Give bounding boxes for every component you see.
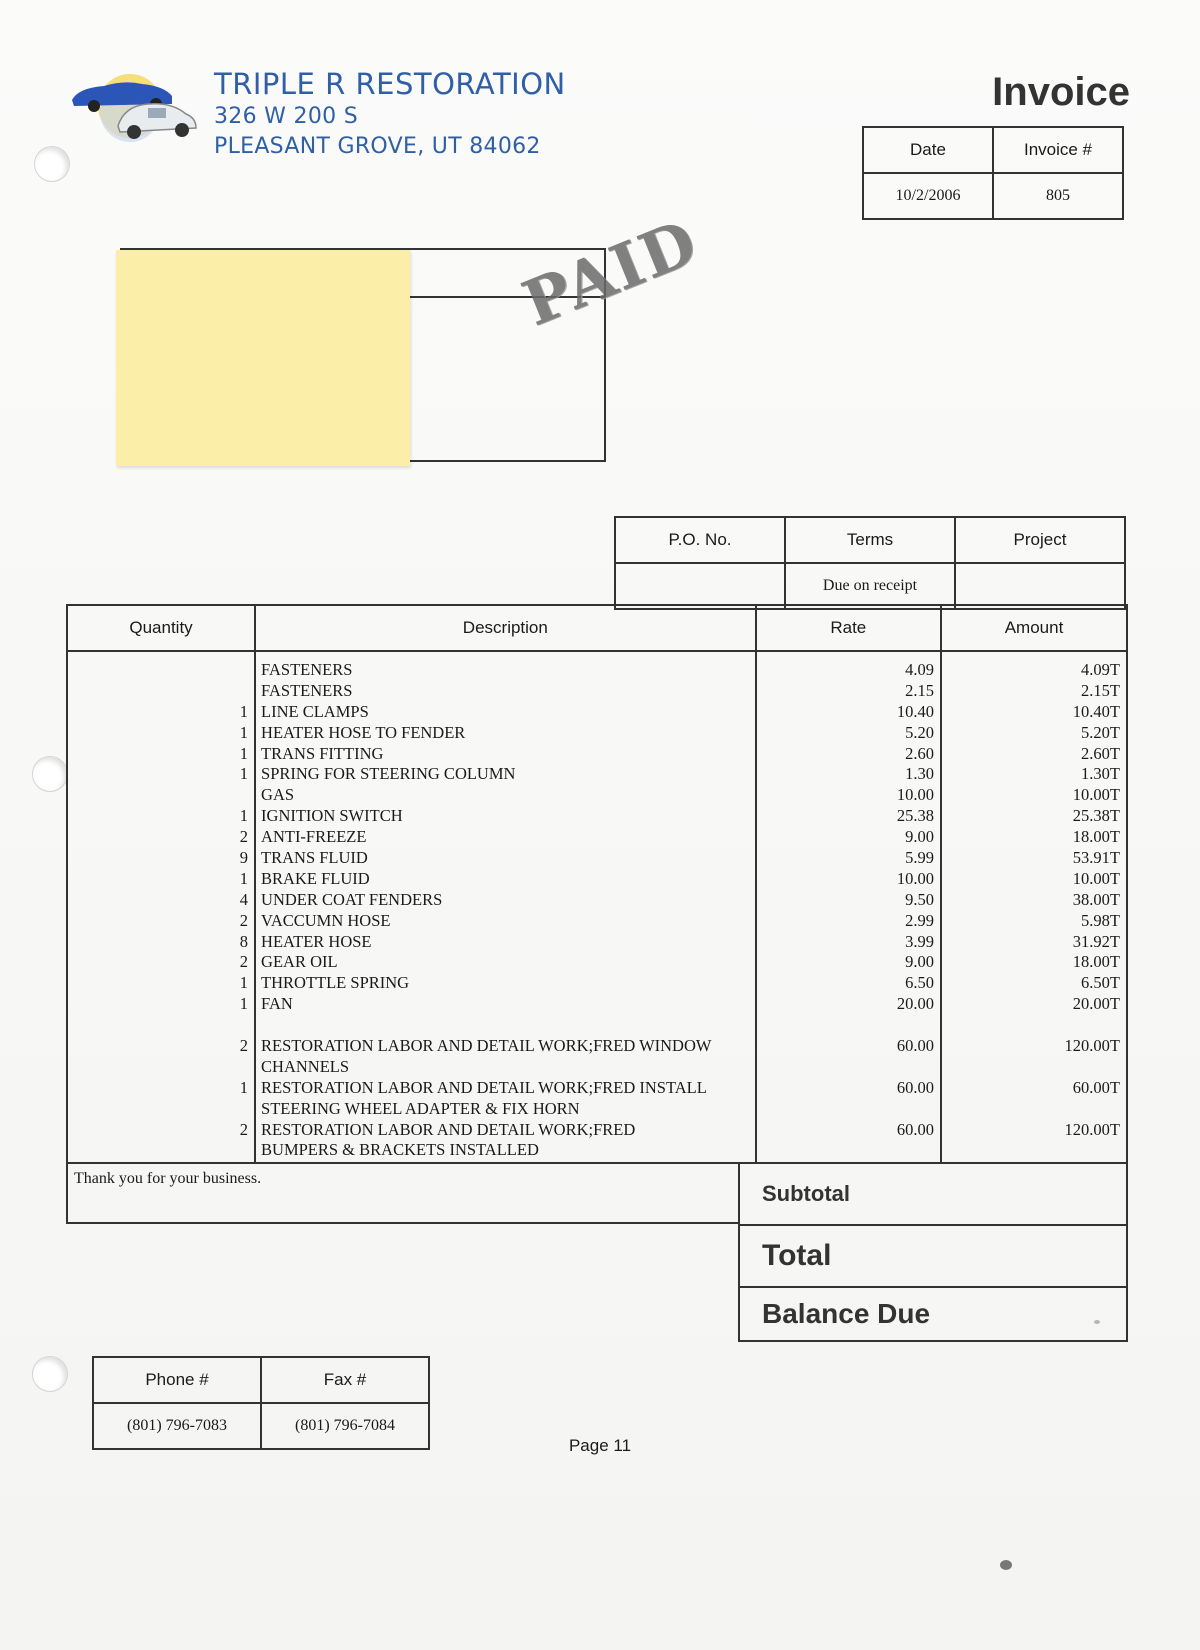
line-item-rate: 10.00 — [896, 785, 934, 805]
quantity-header: Quantity — [67, 605, 255, 651]
line-item-amount: 2.60T — [1081, 743, 1120, 763]
labor-item-description: RESTORATION LABOR AND DETAIL WORK;FRED INSTALL — [261, 1077, 707, 1097]
labor-item-rate: 60.00 — [896, 1077, 934, 1097]
line-item-qty: 1 — [239, 701, 249, 721]
line-item-rate: 20.00 — [896, 994, 934, 1014]
line-item-qty: 9 — [239, 848, 249, 868]
line-item-amount: 6.50T — [1081, 973, 1120, 993]
line-item-description: GAS — [261, 785, 295, 805]
spacer-row — [942, 1057, 1126, 1078]
labor-item-qty: 2 — [239, 1119, 249, 1139]
labor-item-qty: 2 — [239, 1036, 249, 1056]
line-item-description: IGNITION SWITCH — [261, 806, 403, 826]
subtotal-label: Subtotal — [739, 1163, 1127, 1225]
line-item-amount: 53.91T — [1072, 848, 1120, 868]
line-item-rate: 3.99 — [905, 931, 934, 951]
spacer-row — [757, 1015, 940, 1036]
line-item-qty: 1 — [239, 994, 249, 1014]
po-number-value — [615, 563, 785, 609]
line-item-amount: 5.20T — [1081, 722, 1120, 742]
labor-item-amount: 120.00T — [1064, 1036, 1120, 1056]
line-item-rate: 10.00 — [896, 868, 934, 888]
thank-you-note: Thank you for your business. — [66, 1162, 740, 1224]
quantity-column — [67, 651, 255, 1163]
rate-column — [756, 651, 941, 1163]
scan-speck — [1094, 1320, 1100, 1324]
project-header: Project — [955, 517, 1125, 563]
line-item-description: HEATER HOSE — [261, 931, 372, 951]
line-item-qty — [68, 785, 254, 806]
line-item-qty: 8 — [239, 931, 249, 951]
labor-item-amount: 60.00T — [1072, 1077, 1120, 1097]
line-item-qty — [68, 681, 254, 702]
line-item-qty: 1 — [239, 764, 249, 784]
terms-header: Terms — [785, 517, 955, 563]
labor-item-qty: 1 — [239, 1077, 249, 1097]
punch-hole — [32, 756, 68, 792]
line-item-qty: 2 — [239, 827, 249, 847]
company-address-line1: 326 W 200 S — [214, 104, 358, 129]
po-terms-table — [614, 516, 1126, 610]
line-item-rate: 9.00 — [905, 952, 934, 972]
phone-header: Phone # — [93, 1357, 261, 1403]
line-item-description: TRANS FLUID — [261, 848, 368, 868]
line-item-qty: 4 — [239, 889, 249, 909]
labor-item-description-cont: STEERING WHEEL ADAPTER & FIX HORN — [261, 1098, 580, 1118]
line-item-amount: 10.00T — [1072, 868, 1120, 888]
line-item-amount: 18.00T — [1072, 827, 1120, 847]
line-item-amount: 5.98T — [1081, 910, 1120, 930]
line-item-rate: 25.38 — [896, 806, 934, 826]
paid-stamp: PAID — [512, 204, 709, 341]
invoice-number: 805 — [993, 173, 1123, 219]
line-item-qty: 1 — [239, 806, 249, 826]
line-item-amount: 10.00T — [1072, 785, 1120, 805]
line-item-description: HEATER HOSE TO FENDER — [261, 722, 466, 742]
line-item-amount: 18.00T — [1072, 952, 1120, 972]
labor-item-rate: 60.00 — [896, 1119, 934, 1139]
line-item-rate: 5.20 — [905, 722, 934, 742]
line-item-description: SPRING FOR STEERING COLUMN — [261, 764, 516, 784]
punch-hole — [34, 146, 70, 182]
fax-header: Fax # — [261, 1357, 429, 1403]
phone-number: (801) 796-7083 — [93, 1403, 261, 1449]
fax-number: (801) 796-7084 — [261, 1403, 429, 1449]
company-address-line2: PLEASANT GROVE, UT 84062 — [214, 134, 541, 159]
line-item-rate: 5.99 — [905, 848, 934, 868]
balance-due-label: Balance Due — [739, 1287, 1127, 1341]
spacer-row — [942, 1140, 1126, 1161]
spacer-row — [942, 1015, 1126, 1036]
spacer-row — [68, 1140, 254, 1161]
line-item-qty: 2 — [239, 910, 249, 930]
line-item-qty: 1 — [239, 743, 249, 763]
line-item-qty: 1 — [239, 722, 249, 742]
contact-table — [92, 1356, 430, 1450]
labor-item-description: RESTORATION LABOR AND DETAIL WORK;FRED — [261, 1119, 636, 1139]
line-item-description: FAN — [261, 994, 293, 1014]
line-item-rate: 4.09 — [905, 660, 934, 679]
line-item-rate: 2.99 — [905, 910, 934, 930]
total-label: Total — [739, 1225, 1127, 1287]
line-item-rate: 9.50 — [905, 889, 934, 909]
description-header: Description — [255, 605, 756, 651]
amount-header: Amount — [941, 605, 1127, 651]
line-item-description: THROTTLE SPRING — [261, 973, 410, 993]
scan-speck — [1000, 1560, 1012, 1570]
line-item-description: FASTENERS — [261, 660, 353, 679]
spacer-row — [68, 1015, 254, 1036]
terms-value: Due on receipt — [785, 563, 955, 609]
line-item-description: UNDER COAT FENDERS — [261, 889, 443, 909]
line-item-rate: 10.40 — [896, 701, 934, 721]
company-logo-icon — [68, 66, 208, 146]
labor-item-amount: 120.00T — [1064, 1119, 1120, 1139]
line-item-rate: 2.15 — [905, 680, 934, 700]
description-column — [255, 651, 756, 1163]
line-item-description: LINE CLAMPS — [261, 701, 369, 721]
spacer-row — [757, 1140, 940, 1161]
labor-item-description-cont: CHANNELS — [261, 1056, 350, 1076]
line-item-rate: 1.30 — [905, 764, 934, 784]
invoice-meta-table — [862, 126, 1124, 220]
line-item-rate: 2.60 — [905, 743, 934, 763]
line-item-amount: 31.92T — [1072, 931, 1120, 951]
line-item-amount: 25.38T — [1072, 806, 1120, 826]
line-item-amount: 38.00T — [1072, 889, 1120, 909]
company-name: TRIPLE R RESTORATION — [214, 67, 566, 101]
invoice-date: 10/2/2006 — [863, 173, 993, 219]
line-item-amount: 1.30T — [1081, 764, 1120, 784]
line-item-description: VACCUMN HOSE — [261, 910, 391, 930]
date-header: Date — [863, 127, 993, 173]
spacer-row — [757, 1099, 940, 1120]
line-items-table — [66, 604, 1128, 1164]
line-item-amount: 2.15T — [1081, 680, 1120, 700]
rate-header: Rate — [756, 605, 941, 651]
line-item-description: ANTI-FREEZE — [261, 827, 367, 847]
line-item-qty — [68, 660, 254, 681]
invoice-number-header: Invoice # — [993, 127, 1123, 173]
spacer-row — [942, 1099, 1126, 1120]
totals-table — [738, 1162, 1128, 1342]
spacer-row — [68, 1057, 254, 1078]
line-item-description: TRANS FITTING — [261, 743, 384, 763]
spacer-row — [757, 1057, 940, 1078]
amount-column — [941, 651, 1127, 1163]
line-item-description: GEAR OIL — [261, 952, 338, 972]
document-title: Invoice — [992, 70, 1130, 114]
spacer-row — [68, 1099, 254, 1120]
line-item-amount: 20.00T — [1072, 994, 1120, 1014]
page-number: Page 11 — [568, 1436, 632, 1455]
po-number-header: P.O. No. — [615, 517, 785, 563]
line-item-qty: 1 — [239, 973, 249, 993]
line-item-rate: 9.00 — [905, 827, 934, 847]
line-item-description: FASTENERS — [261, 680, 353, 700]
sticky-note-redaction — [116, 250, 410, 466]
spacer-row — [256, 1015, 755, 1036]
labor-item-rate: 60.00 — [896, 1036, 934, 1056]
labor-item-description-cont: BUMPERS & BRACKETS INSTALLED — [261, 1140, 539, 1160]
line-item-rate: 6.50 — [905, 973, 934, 993]
line-item-description: BRAKE FLUID — [261, 868, 370, 888]
labor-item-description: RESTORATION LABOR AND DETAIL WORK;FRED WINDOW — [261, 1036, 712, 1056]
punch-hole — [32, 1356, 68, 1392]
line-item-amount: 4.09T — [1081, 660, 1120, 679]
project-value — [955, 563, 1125, 609]
line-item-qty: 1 — [239, 868, 249, 888]
line-item-amount: 10.40T — [1072, 701, 1120, 721]
line-item-qty: 2 — [239, 952, 249, 972]
company-header — [214, 66, 566, 162]
